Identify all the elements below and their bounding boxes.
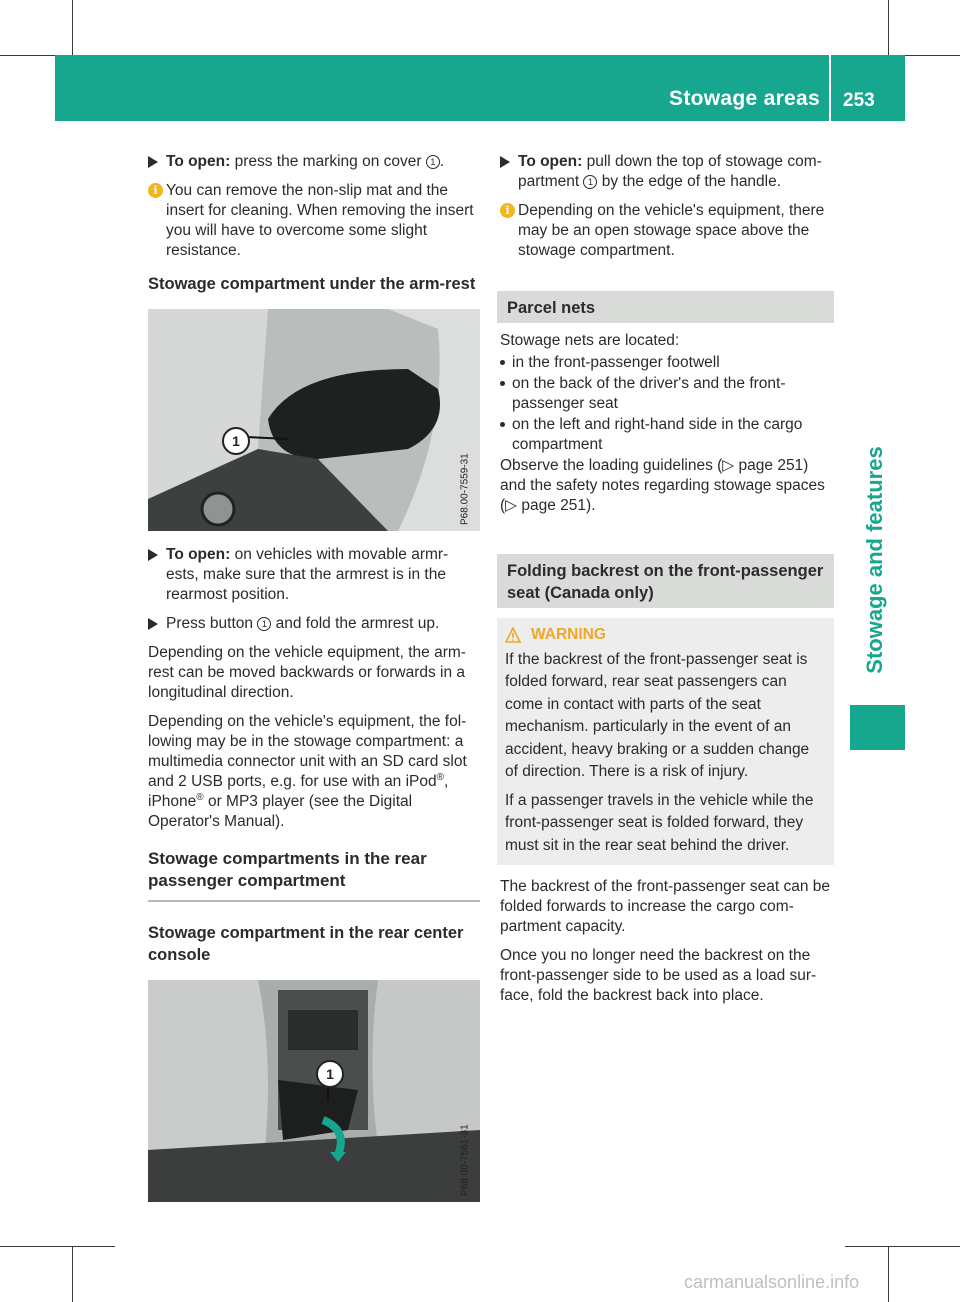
info-text: You can remove the non-slip mat and the insert for cleaning. When removing the insert you will have to overcome some slight resistance.	[166, 182, 474, 259]
armrest-illustration	[148, 309, 480, 531]
step-text-end: and fold the armrest up.	[271, 615, 440, 632]
step-text: Press button	[166, 615, 258, 632]
list-item: on the back of the driver's and the front-passenger seat	[500, 374, 834, 414]
chapter-side-tab	[845, 440, 905, 680]
info-note	[500, 201, 834, 261]
registered-mark: ®	[436, 771, 445, 783]
step-label: To open:	[518, 153, 583, 170]
paragraph-text: Depending on the vehicle's equipment, the fol-lowing may be in the stowage compartment: a multimedia connector unit with an SD card slot and 2 USB ports, e.g. for use with an iPod	[148, 713, 467, 790]
chapter-label: Stowage and features	[862, 446, 887, 674]
step-arrow-icon	[148, 549, 158, 561]
crop-mark	[72, 1246, 73, 1302]
step-text-end: by the edge of the handle.	[597, 173, 782, 190]
paragraph-text: , iPhone	[148, 773, 449, 810]
rear-console-illustration	[148, 980, 480, 1202]
instruction-step	[148, 152, 480, 172]
step-arrow-icon	[148, 156, 158, 168]
heading-armrest-compartment: Stowage compartment under the arm-rest	[148, 275, 476, 293]
paragraph	[148, 712, 480, 832]
info-icon: i	[148, 183, 163, 198]
right-column	[500, 152, 834, 1015]
page-number: 253	[843, 90, 875, 111]
warning-text: If a passenger travels in the vehicle while the front-passenger seat is folded forward, they must sit in the rear seat behind the driver.	[505, 791, 814, 854]
registered-mark: ®	[196, 791, 204, 803]
crop-mark	[888, 0, 889, 55]
chapter-marker-block	[850, 705, 905, 750]
callout-number: 1	[426, 155, 440, 169]
step-text-end: .	[439, 153, 445, 170]
photo-code: P68.00-7561-31	[460, 1124, 471, 1196]
list-item: in the front-passenger footwell	[500, 353, 834, 373]
step-arrow-icon	[148, 618, 158, 630]
step-label: To open:	[166, 546, 231, 563]
paragraph: The backrest of the front-passenger seat can be folded forwards to increase the cargo com-partment capacity.	[500, 878, 830, 935]
section-band-parcel-nets: Parcel nets	[497, 291, 834, 323]
instruction-step	[148, 614, 480, 634]
header-divider	[829, 55, 831, 121]
warning-text: If the backrest of the front-passenger seat is folded forward, rear seat passengers can come in contact with parts of the seat mechanism. particularly in the event of an accident, heavy braking or a sudden change of direction. There is a risk of injury.	[505, 650, 810, 780]
step-text: on vehicles with movable armr-ests, make sure that the armrest is in the rearmost position.	[166, 546, 449, 603]
info-icon: i	[500, 203, 515, 218]
list-item: on the left and right-hand side in the cargo compartment	[500, 415, 834, 455]
photo-code: P68.00-7559-31	[460, 453, 471, 525]
photo-armrest	[148, 309, 480, 531]
step-text: pull down the top of stowage com-partment	[518, 153, 822, 190]
paragraph-text: or MP3 player (see the Digital Operator's Manual).	[148, 793, 413, 830]
warning-box	[497, 618, 834, 865]
paragraph: Stowage nets are located:	[500, 332, 680, 349]
info-text: Depending on the vehicle's equipment, there may be an open stowage space above the stowage compartment.	[518, 202, 825, 259]
step-label: To open:	[166, 153, 231, 170]
left-column	[148, 152, 480, 1216]
callout-number: 1	[257, 617, 271, 631]
section-title: Stowage areas	[669, 87, 820, 110]
warning-header	[505, 624, 826, 647]
paragraph: Once you no longer need the backrest on the front-passenger side to be used as a load sur-face, fold the backrest back into place.	[500, 947, 817, 1004]
watermark: carmanualsonline.info	[684, 1272, 860, 1292]
paragraph: Observe the loading guidelines (▷ page 251) and the safety notes regarding stowage spaces (▷ page 251).	[500, 457, 825, 514]
section-divider	[148, 900, 480, 902]
crop-mark	[72, 0, 73, 55]
callout-number: 1	[583, 175, 597, 189]
heading-rear-compartments: Stowage compartments in the rear passenger compartment	[148, 849, 427, 890]
heading-rear-center-console: Stowage compartment in the rear center console	[148, 924, 464, 964]
info-note	[148, 181, 480, 261]
photo-rear-console	[148, 980, 480, 1202]
paragraph: Depending on the vehicle equipment, the arm-rest can be moved backwards or forwards in a longitudinal direction.	[148, 644, 466, 701]
crop-mark	[888, 1246, 889, 1302]
step-arrow-icon	[500, 156, 510, 168]
warning-title: WARNING	[531, 626, 606, 643]
instruction-step	[500, 152, 834, 192]
photo-callout-1: 1	[222, 427, 250, 455]
crop-mark	[0, 1246, 115, 1247]
photo-callout-1: 1	[316, 1060, 344, 1088]
warning-triangle-icon	[505, 627, 521, 643]
instruction-step	[148, 545, 480, 605]
section-band-folding-backrest: Folding backrest on the front-passenger seat (Canada only)	[497, 554, 834, 608]
crop-mark	[845, 1246, 960, 1247]
step-text: press the marking on cover	[230, 153, 426, 170]
